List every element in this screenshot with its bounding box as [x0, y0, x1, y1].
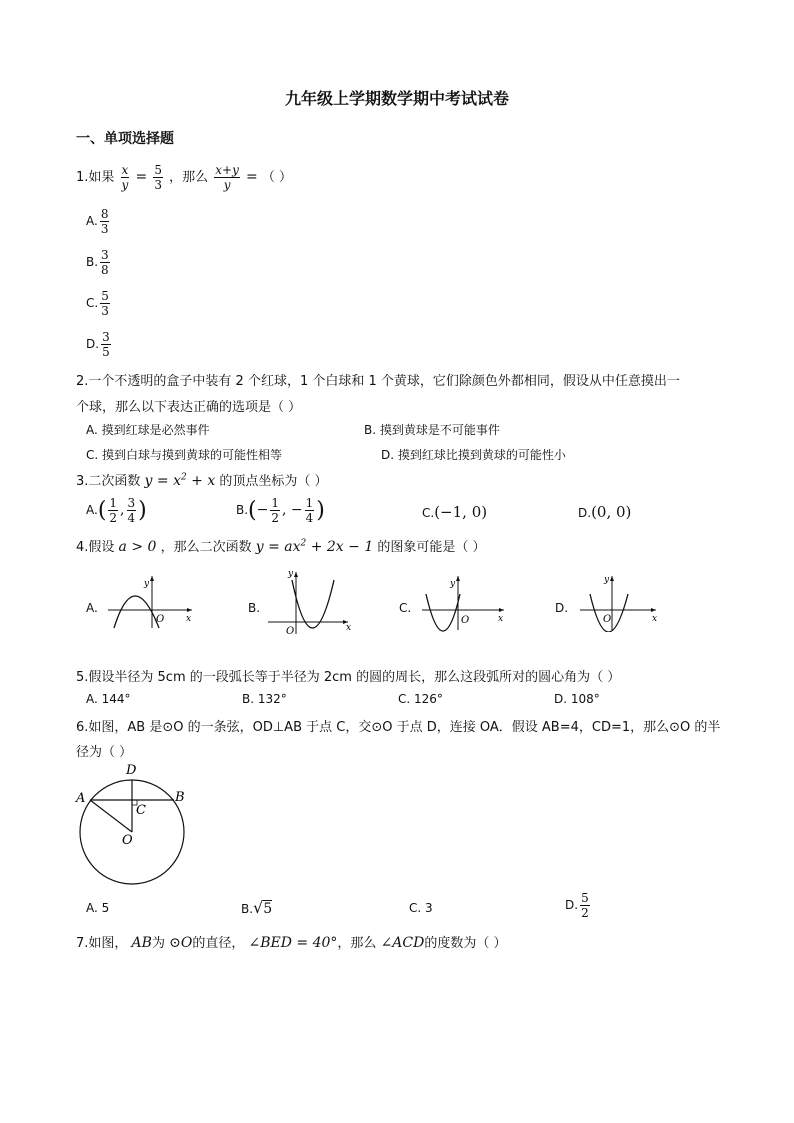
- q4-graph-d[interactable]: [576, 570, 662, 632]
- svg-text:D: D: [126, 763, 137, 778]
- q2-option-d[interactable]: D. 摸到红球比摸到黄球的可能性小: [381, 448, 566, 462]
- svg-text:x: x: [346, 623, 352, 633]
- question-5-stem: 5.假设半径为 5cm 的一段弧长等于半径为 2cm 的圆的周长，那么这段弧所对的圆心角为（ ）: [76, 670, 621, 685]
- q1-option-b[interactable]: B. $\frac{3}{8}$: [86, 248, 109, 277]
- fraction-x-over-y: $\frac{x}{y}$: [121, 163, 129, 192]
- section-heading: 一、单项选择题: [76, 131, 174, 147]
- svg-text:B: B: [175, 790, 185, 805]
- q6-option-b[interactable]: B.√5: [241, 898, 273, 917]
- q6-circle-figure: [70, 762, 200, 892]
- q5-option-a[interactable]: A. 144°: [86, 692, 131, 706]
- question-2-line1: 2.一个不透明的盒子中装有 2 个红球，1 个白球和 1 个黄球，它们除颜色外都相同，假设从中任意摸出一: [76, 374, 680, 389]
- q4-graph-b[interactable]: [262, 566, 354, 636]
- question-1-stem: 1.如果 $\frac{x}{y}$ = $\frac{5}{3}$ ，那么 $\frac{x+y}{y}$ = （ ）: [76, 163, 293, 192]
- svg-text:O: O: [461, 615, 470, 626]
- fraction-xy-over-y: $\frac{x+y}{y}$: [215, 163, 239, 192]
- svg-text:x: x: [652, 614, 658, 624]
- svg-text:y: y: [288, 569, 294, 579]
- q5-option-c[interactable]: C. 126°: [398, 692, 443, 706]
- q2-option-a[interactable]: A. 摸到红球是必然事件: [86, 423, 210, 437]
- q3-option-c[interactable]: C.(−1, 0): [422, 503, 488, 521]
- svg-text:O: O: [122, 833, 133, 848]
- svg-text:C: C: [136, 803, 146, 818]
- question-2-line2: 个球，那么以下表达正确的选项是（ ）: [76, 400, 302, 415]
- svg-text:O: O: [286, 626, 295, 636]
- svg-text:O: O: [156, 614, 165, 625]
- question-3-stem: 3.二次函数 $y = x^2 + x$ 的顶点坐标为（ ）: [76, 472, 328, 489]
- fraction-5-over-3: $\frac{5}{3}$: [154, 163, 162, 192]
- q4-option-a-label[interactable]: A.: [86, 601, 98, 615]
- svg-text:x: x: [186, 614, 192, 624]
- svg-text:A: A: [76, 791, 86, 806]
- q4-option-d-label[interactable]: D.: [555, 601, 569, 615]
- q3-option-a[interactable]: A.( $\frac{1}{2}$ , $\frac{3}{4}$ ): [86, 496, 147, 525]
- question-6-line1: 6.如图，AB 是⊙O 的一条弦，OD⊥AB 于点 C，交⊙O 于点 D，连接 OA．假设 AB=4，CD=1，那么⊙O 的半: [76, 720, 721, 735]
- question-4-stem: 4.假设 a > 0 ，那么二次函数 $y = ax^2 + 2x - 1$ 的图象可能是（ ）: [76, 538, 486, 555]
- q1-option-a[interactable]: A. $\frac{8}{3}$: [86, 207, 109, 236]
- q6-option-c[interactable]: C. 3: [409, 901, 433, 915]
- q4-graph-a[interactable]: [104, 570, 196, 632]
- svg-text:y: y: [604, 575, 610, 585]
- q4-option-c-label[interactable]: C.: [399, 601, 412, 615]
- q6-option-a[interactable]: A. 5: [86, 901, 110, 915]
- q4-option-b-label[interactable]: B.: [248, 601, 261, 615]
- svg-text:x: x: [498, 614, 504, 624]
- q3-option-b[interactable]: B.(− $\frac{1}{2}$ , − $\frac{1}{4}$ ): [236, 496, 325, 525]
- q2-option-b[interactable]: B. 摸到黄球是不可能事件: [364, 423, 500, 437]
- svg-text:y: y: [450, 579, 456, 589]
- svg-text:y: y: [144, 579, 150, 589]
- question-6-line2: 径为（ ）: [76, 745, 133, 760]
- svg-text:O: O: [603, 614, 612, 625]
- q5-option-b[interactable]: B. 132°: [242, 692, 287, 706]
- page-title: 九年级上学期数学期中考试试卷: [284, 89, 509, 108]
- question-7-stem: 7.如图， AB为 ⊙O的直径， ∠BED = 40°，那么 ∠ACD的度数为（ ）: [76, 935, 507, 951]
- q3-option-d[interactable]: D.(0, 0): [578, 503, 632, 521]
- q5-option-d[interactable]: D. 108°: [554, 692, 600, 706]
- q1-option-d[interactable]: D. $\frac{3}{5}$: [86, 330, 110, 359]
- q4-graph-c[interactable]: [418, 570, 510, 632]
- q6-option-d[interactable]: D. $\frac{5}{2}$: [565, 891, 589, 920]
- q2-option-c[interactable]: C. 摸到白球与摸到黄球的可能性相等: [86, 448, 283, 462]
- q1-option-c[interactable]: C. $\frac{5}{3}$: [86, 289, 109, 318]
